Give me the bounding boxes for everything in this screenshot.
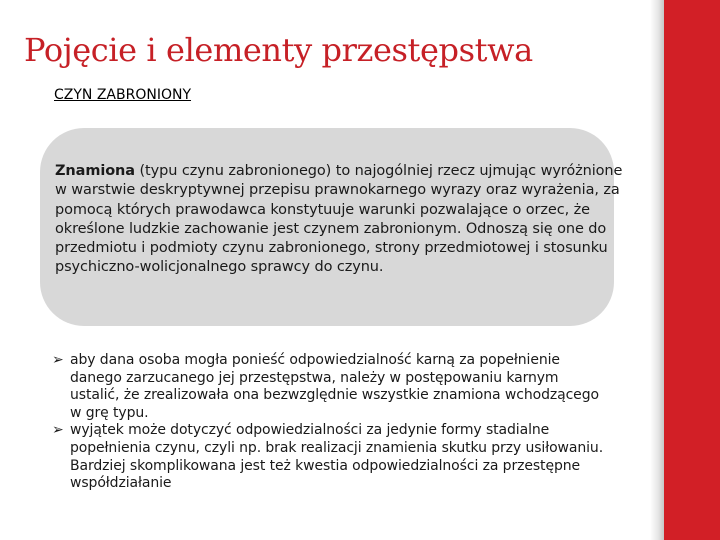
list-item bbox=[52, 352, 612, 422]
definition-text bbox=[55, 162, 623, 278]
arrow-bullet-icon: ➢ bbox=[52, 422, 64, 439]
bullet-list bbox=[52, 352, 612, 493]
definition-box bbox=[40, 128, 623, 326]
definition-body: (typu czynu zabronionego) to najogólniej rzecz ujmując wyróżnione w warstwie deskryptywnej przepisu prawnokarnego wyrazy oraz wyrażenia, za pomocą których prawodawca konstytuuje warunki pozwalające o orzec, że określone ludzkie zachowanie jest czynem zabronionym. Odnoszą się one do przedmiotu i podmioty czynu zabronionego, strony przedmiotowej i stosunku psychiczno-wolicjonalnego sprawcy do czynu. bbox=[55, 163, 623, 276]
list-item bbox=[52, 422, 612, 492]
bullet-text: aby dana osoba mogła ponieść odpowiedzialność karną za popełnienie danego zarzucanego jej przestępstwa, należy w postępowaniu karnym ustalić, że zrealizowała ona bezwzględnie wszystkie znamiona wchodzącego w grę typu. bbox=[70, 352, 599, 421]
bullet-text: wyjątek może dotyczyć odpowiedzialności za jedynie formy stadialne popełnienia czynu, czyli np. brak realizacji znamienia skutku przy usiłowaniu. Bardziej skomplikowana jest też kwestia odpowiedzialności za przestępne współdziałanie bbox=[70, 422, 604, 492]
edge-shadow bbox=[650, 0, 664, 540]
definition-term: Znamiona bbox=[55, 163, 135, 179]
accent-band bbox=[664, 0, 720, 540]
section-subtitle: CZYN ZABRONIONY bbox=[54, 87, 192, 103]
slide-title: Pojęcie i elementy przestępstwa bbox=[24, 31, 533, 69]
arrow-bullet-icon: ➢ bbox=[52, 352, 64, 368]
